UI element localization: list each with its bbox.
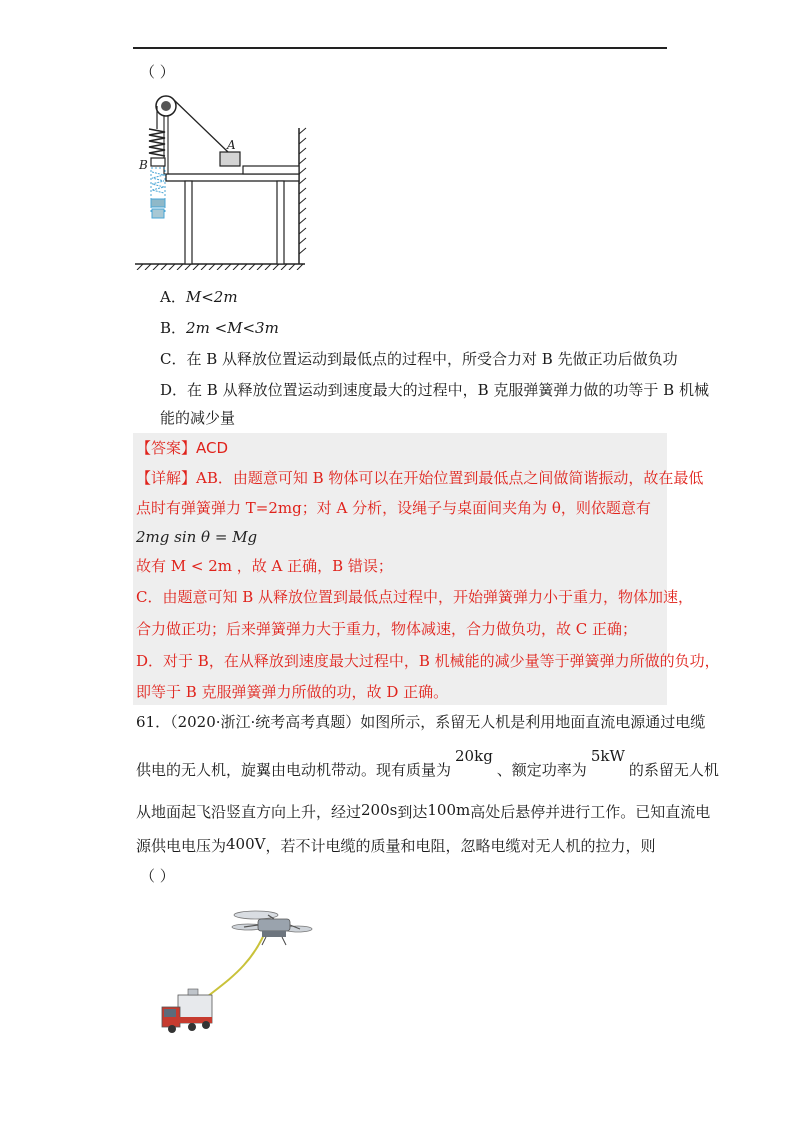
detail-equation: 2mg sin θ = Mg <box>136 528 258 546</box>
option-c: C．在 B 从释放位置运动到最低点的过程中，所受合力对 B 先做正功后做负功 <box>160 350 678 368</box>
option-d-line1: D．在 B 从释放位置运动到速度最大的过程中，B 克服弹簧弹力做的功等于 B 机械 <box>160 381 709 399</box>
spring-extended <box>152 172 164 193</box>
q61-line2 <box>136 747 719 780</box>
q61-height: 100m <box>427 801 471 819</box>
pulley-hub <box>161 101 171 111</box>
pulley-spring-figure <box>133 92 313 270</box>
q61-power: 5kW <box>590 747 625 765</box>
option-a <box>160 287 238 307</box>
block-b-lowest <box>151 199 165 207</box>
q61-line1: 61．（2020·浙江·统考高考真题）如图所示，系留无人机是利用地面直流电源通过电缆 <box>136 713 706 731</box>
block-b-shadow <box>152 209 164 218</box>
detail-line-4: 故有 M < 2m ，故 A 正确，B 错误； <box>136 557 393 575</box>
option-b <box>160 318 279 338</box>
block-b <box>151 158 165 166</box>
q61-line4a: 源供电电压为 <box>136 837 227 855</box>
ground-hatch <box>137 264 303 270</box>
answer-label: 【答案】 <box>136 439 197 457</box>
detail-line-2: 点时有弹簧弹力 T=2mg；对 A 分析，设绳子与桌面间夹角为 θ，则依题意有 <box>136 499 651 517</box>
q61-line2c: 的系留无人机 <box>628 761 719 779</box>
q61-blank: （ ） <box>140 867 175 885</box>
detail-line-1 <box>136 468 703 488</box>
tethered-drone-figure <box>158 905 328 1047</box>
label-b: B <box>139 158 148 172</box>
option-a-text: M<2m <box>185 288 238 306</box>
detail-text-1: AB．由题意可知 B 物体可以在开始位置到最低点之间做简谐振动，故在最低 <box>196 469 704 487</box>
q61-line3 <box>136 802 710 822</box>
option-d-line2: 能的减少量 <box>160 409 236 427</box>
table-top <box>166 174 299 181</box>
shelf <box>243 166 299 174</box>
table-leg-right <box>277 181 284 264</box>
detail-line-5: C．由题意可知 B 从释放位置到最低点过程中，开始弹簧弹力小于重力，物体加速， <box>136 588 694 606</box>
option-b-text: 2m <M<3m <box>186 319 279 337</box>
detail-line-8: 即等于 B 克服弹簧弹力所做的功，故 D 正确。 <box>136 683 449 701</box>
q61-line4b: ，若不计电缆的质量和电阻，忽略电缆对无人机的拉力，则 <box>265 837 656 855</box>
answer-value: ACD <box>196 439 229 457</box>
detail-label: 【详解】 <box>136 469 197 487</box>
wall-hatch <box>299 128 306 254</box>
answer-blank: （ ） <box>140 63 175 81</box>
answer-line <box>136 438 228 458</box>
detail-line-6: 合力做正功；后来弹簧弹力大于重力，物体减速，合力做负功，故 C 正确； <box>136 620 638 638</box>
q61-line4 <box>136 836 656 856</box>
block-a <box>220 152 240 166</box>
drone-icon <box>232 911 312 945</box>
q61-line3c: 高处后悬停并进行工作。已知直流电 <box>470 803 711 821</box>
q61-voltage: 400V <box>226 835 266 853</box>
truck-icon <box>162 989 212 1033</box>
q61-time: 200s <box>361 801 398 819</box>
header-rule <box>133 47 667 49</box>
power-cable <box>203 925 268 1000</box>
q61-line2b: 、额定功率为 <box>496 761 587 779</box>
spring-coil <box>149 129 165 156</box>
q61-line3a: 从地面起飞沿竖直方向上升，经过 <box>136 803 362 821</box>
table-leg-left <box>185 181 192 264</box>
label-a: A <box>227 138 236 152</box>
rope <box>174 100 228 152</box>
q61-line3b: 到达 <box>397 803 428 821</box>
q61-line2a: 供电的无人机，旋翼由电动机带动。现有质量为 <box>136 761 452 779</box>
q61-mass: 20kg <box>455 747 493 765</box>
detail-line-7: D．对于 B，在从释放到速度最大过程中，B 机械能的减少量等于弹簧弹力所做的负功， <box>136 652 720 670</box>
option-b-prefix: B． <box>160 319 187 337</box>
option-a-prefix: A． <box>160 288 186 306</box>
